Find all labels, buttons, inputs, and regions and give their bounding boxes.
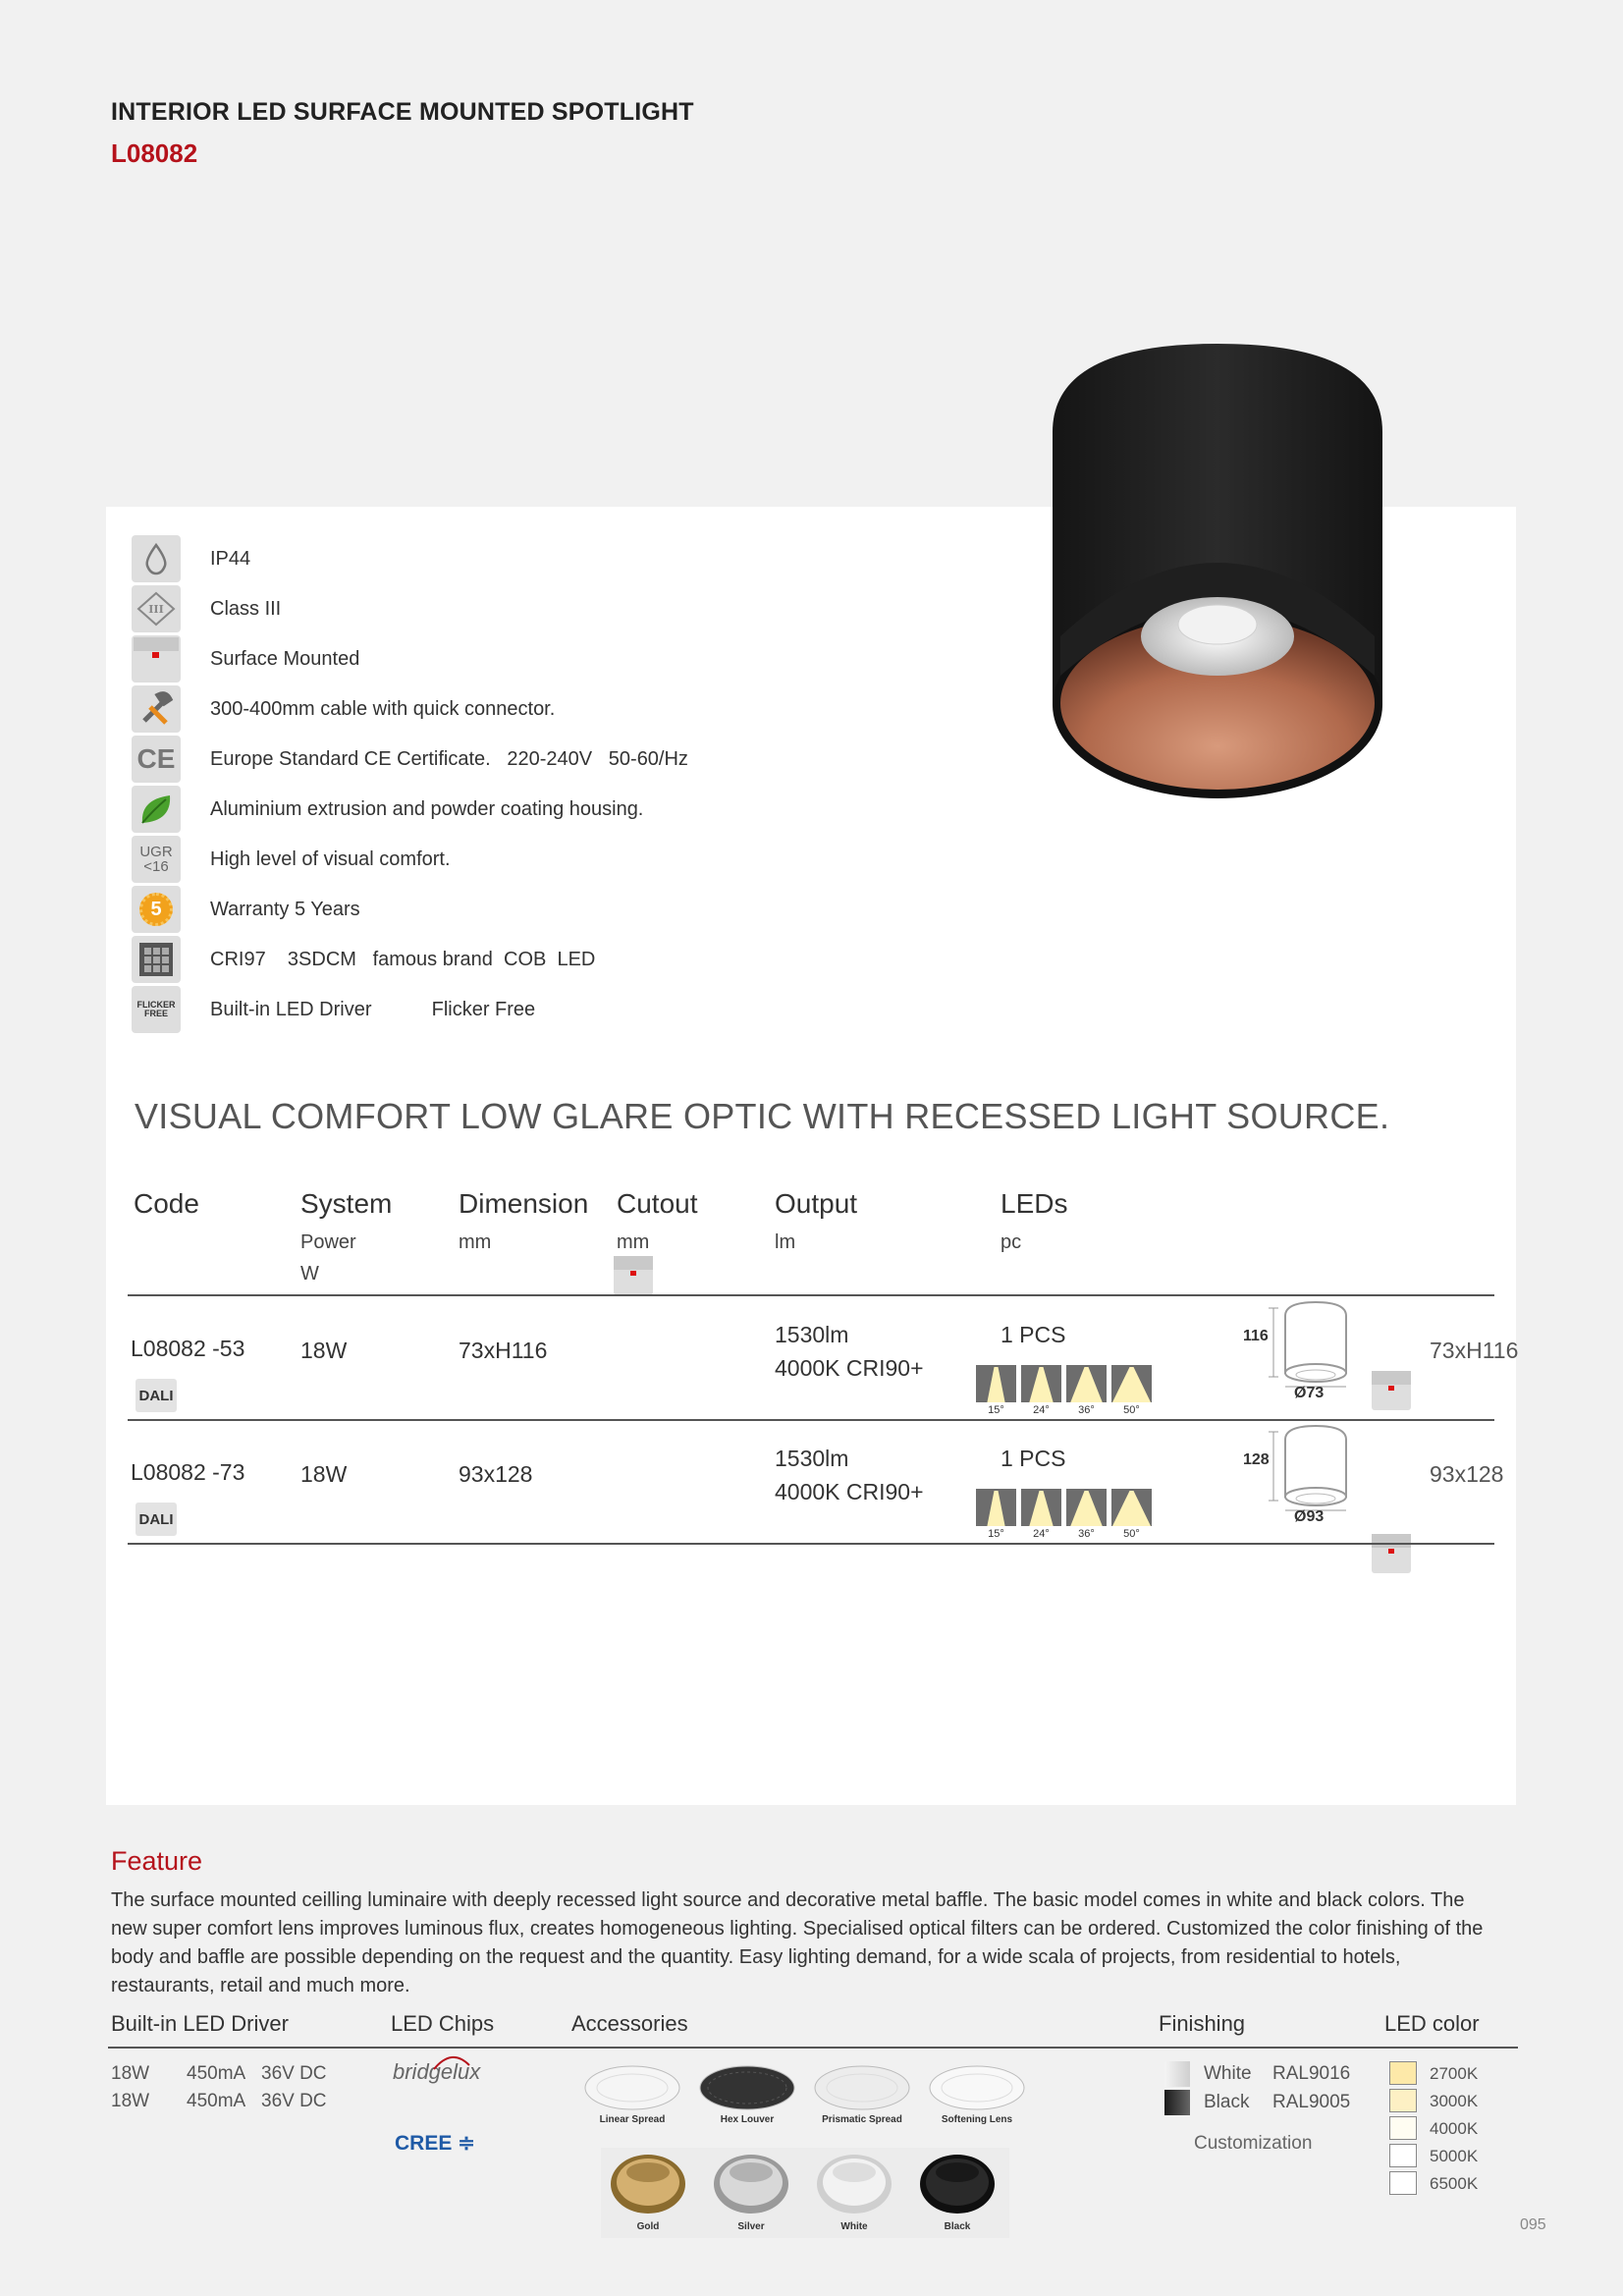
beam-angle-set	[976, 1365, 1152, 1402]
feature-heading: Feature	[111, 1846, 203, 1876]
driver-spec: 36V DC	[261, 2091, 327, 2111]
row-power: 18W	[300, 1461, 348, 1487]
surface-mounted-icon	[132, 635, 181, 683]
class-iii-icon	[132, 585, 181, 632]
dali-badge: DALI	[135, 1503, 177, 1536]
th-leds-sub: pc	[1001, 1231, 1022, 1253]
driver-spec: 36V DC	[261, 2063, 327, 2084]
driver-heading: Built-in LED Driver	[111, 2011, 289, 2036]
lens-accessory	[698, 2062, 796, 2111]
row-code: L08082 -73	[131, 1459, 245, 1485]
led-color-label: 6500K	[1430, 2174, 1479, 2193]
page-title: INTERIOR LED SURFACE MOUNTED SPOTLIGHT	[111, 98, 694, 126]
leaf-icon	[132, 786, 181, 833]
baffle-label: White	[840, 2221, 868, 2232]
finishing-heading: Finishing	[1159, 2011, 1246, 2036]
beam-angle-label: 50°	[1123, 1404, 1140, 1416]
feature-text: IP44	[210, 547, 251, 570]
chips-heading: LED Chips	[391, 2011, 495, 2036]
th-output: Output	[775, 1188, 858, 1219]
feature-line: The surface mounted ceilling luminaire with deeply recessed light source and decorative metal baffle. The basic model comes in white and black colors. The	[111, 1889, 1465, 1911]
lens-label: Softening Lens	[941, 2114, 1013, 2125]
th-dimension-sub: mm	[459, 1231, 492, 1253]
driver-spec: 450mA	[187, 2063, 246, 2084]
drawing-height-label: 116	[1243, 1328, 1269, 1344]
row-code: L08082 -53	[131, 1336, 245, 1361]
feature-text: Aluminium extrusion and powder coating housing.	[210, 797, 644, 820]
feature-row	[132, 986, 535, 1033]
baffle-accessory	[815, 2151, 893, 2219]
lens-label: Hex Louver	[720, 2114, 775, 2125]
flicker-free-icon: FLICKER FREE	[132, 986, 181, 1033]
row-output: 1530lm	[775, 1446, 849, 1471]
led-color-label: 4000K	[1430, 2119, 1479, 2138]
feature-text: 300-400mm cable with quick connector.	[210, 697, 556, 720]
bridgelux-arc-icon	[432, 2051, 471, 2071]
ugr-icon: UGR <16	[132, 836, 181, 883]
driver-spec: 18W	[111, 2063, 150, 2084]
beam-angle-icon	[1066, 1489, 1107, 1526]
beam-angle-icon	[1021, 1489, 1061, 1526]
led-color-heading: LED color	[1384, 2011, 1480, 2036]
beam-angle-icon	[976, 1365, 1016, 1402]
row-leds: 1 PCS	[1001, 1446, 1066, 1471]
row-dimension: 73xH116	[459, 1338, 548, 1363]
bridgelux-logo	[393, 2059, 480, 2085]
feature-line: new super comfort lens improves luminous flux, creates homogeneous lighting. Specialised optical filters can be ordered. Customized the color finishing of the	[111, 1918, 1484, 1940]
table-row-divider	[128, 1543, 1494, 1545]
feature-row	[132, 886, 360, 933]
driver-spec: 18W	[111, 2091, 150, 2111]
beam-angle-label: 15°	[988, 1528, 1004, 1540]
led-color-swatch	[1389, 2116, 1417, 2140]
baffle-label: Gold	[636, 2221, 660, 2232]
lens-label: Linear Spread	[599, 2114, 666, 2125]
tagline: VISUAL COMFORT LOW GLARE OPTIC WITH RECESSED LIGHT SOURCE.	[135, 1096, 1390, 1136]
baffle-label: Black	[944, 2221, 971, 2232]
row-dimension: 93x128	[459, 1461, 533, 1487]
cutout-icon	[1372, 1534, 1411, 1573]
beam-angle-icon	[1111, 1365, 1152, 1402]
svg-text:III: III	[148, 603, 164, 616]
drawing-diameter-label: Ø93	[1294, 1508, 1325, 1525]
feature-text: Surface Mounted	[210, 647, 360, 670]
th-output-sub: lm	[775, 1231, 796, 1253]
finish-name: Black	[1204, 2092, 1250, 2112]
ce-icon: CE	[132, 736, 181, 783]
table-row-divider	[128, 1419, 1494, 1421]
cree-logo	[395, 2131, 475, 2156]
th-code: Code	[134, 1188, 199, 1219]
th-system-sub: Power	[300, 1231, 356, 1253]
row-cct: 4000K CRI90+	[775, 1479, 924, 1504]
beam-angle-label: 24°	[1033, 1528, 1050, 1540]
warranty-icon: 5	[132, 886, 181, 933]
cutout-icon	[614, 1256, 653, 1295]
lens-accessory	[583, 2062, 681, 2111]
feature-text: Europe Standard CE Certificate. 220-240V 50-60/Hz	[210, 747, 688, 770]
feature-row	[132, 685, 555, 733]
beam-angle-icon	[976, 1489, 1016, 1526]
table-header-divider	[128, 1294, 1494, 1296]
row-cct: 4000K CRI90+	[775, 1355, 924, 1381]
driver-spec: 450mA	[187, 2091, 246, 2111]
beam-angle-label: 24°	[1033, 1404, 1050, 1416]
row-cutout-size: 73xH116	[1430, 1338, 1519, 1363]
drawing-height-label: 128	[1243, 1451, 1270, 1468]
row-power: 18W	[300, 1338, 348, 1363]
th-dimension: Dimension	[459, 1188, 589, 1219]
cob-chip-icon	[132, 936, 181, 983]
beam-angle-icon	[1066, 1365, 1107, 1402]
feature-row	[132, 535, 250, 582]
bottom-divider	[108, 2047, 1518, 2049]
lens-label: Prismatic Spread	[822, 2114, 902, 2125]
feature-text: CRI97 3SDCM famous brand COB LED	[210, 948, 596, 970]
led-color-label: 3000K	[1430, 2092, 1479, 2110]
beam-angle-icon	[1021, 1365, 1061, 1402]
feature-text	[111, 1886, 1515, 2000]
beam-angle-label: 36°	[1078, 1528, 1095, 1540]
beam-angle-label: 36°	[1078, 1404, 1095, 1416]
cree-label: CREE	[395, 2132, 453, 2155]
row-leds: 1 PCS	[1001, 1322, 1066, 1347]
finish-swatch	[1164, 2090, 1190, 2115]
lens-accessory	[813, 2062, 911, 2111]
finish-name: White	[1204, 2063, 1252, 2084]
finish-ral: RAL9016	[1272, 2063, 1351, 2084]
feature-text: High level of visual comfort.	[210, 847, 451, 870]
cree-mark-icon: ≑	[458, 2132, 475, 2155]
feature-row	[132, 786, 643, 833]
drawing-diameter-label: Ø73	[1294, 1385, 1325, 1401]
feature-row	[132, 585, 281, 632]
feature-row	[132, 736, 688, 783]
beam-angle-label: 15°	[988, 1404, 1004, 1416]
feature-line: body and baffle are possible depending on the request and the quantity. Easy lighting demand, for a wide scala of projects, from residential to hotels,	[111, 1946, 1401, 1968]
th-leds: LEDs	[1001, 1188, 1068, 1219]
product-code: L08082	[111, 138, 198, 168]
page-number: 095	[1520, 2216, 1546, 2233]
beam-angle-icon	[1111, 1489, 1152, 1526]
led-color-label: 2700K	[1430, 2064, 1479, 2083]
led-color-label: 5000K	[1430, 2147, 1479, 2165]
th-cutout-sub: mm	[617, 1231, 650, 1253]
feature-row	[132, 936, 595, 983]
lens-accessory	[928, 2062, 1026, 2111]
feature-text: Warranty 5 Years	[210, 898, 360, 920]
finish-swatch	[1164, 2061, 1190, 2087]
customization-label: Customization	[1194, 2133, 1313, 2154]
row-cutout-size: 93x128	[1430, 1461, 1504, 1487]
accessories-heading: Accessories	[571, 2011, 688, 2036]
led-color-swatch	[1389, 2089, 1417, 2112]
feature-line: restaurants, retail and much more.	[111, 1975, 410, 1996]
led-color-swatch	[1389, 2061, 1417, 2085]
led-color-swatch	[1389, 2144, 1417, 2167]
row-output: 1530lm	[775, 1322, 849, 1347]
baffle-accessory	[918, 2151, 997, 2219]
beam-angle-label: 50°	[1123, 1528, 1140, 1540]
baffle-accessory	[609, 2151, 687, 2219]
th-system-sub2: W	[300, 1263, 319, 1285]
baffle-accessory	[712, 2151, 790, 2219]
feature-row	[132, 635, 359, 683]
beam-angle-labels	[976, 1404, 1152, 1416]
finish-ral: RAL9005	[1272, 2092, 1351, 2112]
wrench-icon	[132, 685, 181, 733]
product-image	[1051, 342, 1384, 803]
beam-angle-labels	[976, 1528, 1152, 1540]
feature-text: Built-in LED Driver Flicker Free	[210, 998, 536, 1020]
feature-row	[132, 836, 451, 883]
feature-text: Class III	[210, 597, 282, 620]
dali-badge: DALI	[135, 1379, 177, 1412]
cutout-icon	[1372, 1371, 1411, 1410]
beam-angle-set	[976, 1489, 1152, 1526]
water-drop-icon	[132, 535, 181, 582]
baffle-label: Silver	[737, 2221, 765, 2232]
bridgelux-label: bridgelux	[393, 2059, 481, 2084]
th-cutout: Cutout	[617, 1188, 698, 1219]
led-color-swatch	[1389, 2171, 1417, 2195]
th-system: System	[300, 1188, 393, 1219]
